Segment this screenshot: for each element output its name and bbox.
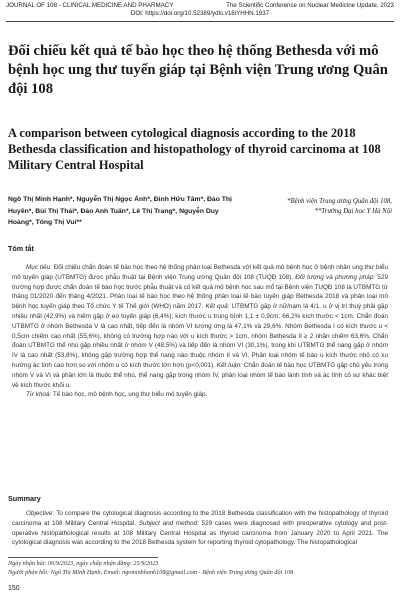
text-muc-tieu: Đối chiếu chẩn đoán tế bào học theo hệ thống phân loại Bethesda với kết quả mô bệnh học ở bệnh nhân ung thư biểu mô tuyến giáp (UTBMTG) được phẫu thuật tại Bệnh viện Trung ương Quân đội 108 (TUQĐ 108). (12, 264, 389, 281)
label-subject: Subject and method: (138, 519, 199, 527)
label-doi-tuong: Đối tượng và phương pháp: (295, 273, 376, 281)
title-english: A comparison between cytological diagnosis according to the 2018 Bethesda classification and histopathology of thyroid carcinoma at 108 Military Central Hospital (8, 126, 381, 172)
summary-paragraph (12, 509, 388, 548)
footnote-rule (8, 557, 158, 558)
author-list: Ngô Thị Minh Hạnh*, Nguyễn Thị Ngọc Ánh*, Đinh Hữu Tâm*, Đào Thị Huyền*, Bùi Thị Thái*, Đào Anh Tuấn*, Lê Thị Trang*, Nguyễn Duy Hoàng*, Tống Thị Vui** (8, 196, 232, 227)
journal-name: JOURNAL OF 108 - CLINICAL MEDICINE AND PHARMACY (6, 2, 174, 9)
abstract-english (12, 509, 388, 548)
page-number: 150 (8, 585, 20, 592)
text-objective: To compare the cytological diagnosis according to the 2018 Bethesda classification with the histopathology of thyroid carcinoma at 108 Military Central Hospital. (12, 510, 388, 527)
footnote-contact: Người phản hồi: Ngô Thị Minh Hạnh, Email: ngominhhanh108@gmail.com - Bệnh viện Trung ương Quân đội 108 (8, 568, 294, 576)
text-subject: 529 cases were diagnosed with preoperative cytology and post-operative histopathological results at 108 Military Central Hospital as thyroid carcinoma from January 2020 to April 2021. The cytological diagnosis was according to the 2018 Bethesda system for reporting thyroid cytopathology. The histopathological (12, 519, 389, 547)
doi-link[interactable]: DOI: https://doi.org/10.52389/ydls.v18iYHHN.1937 (130, 10, 270, 17)
summary-heading: Summary (8, 494, 41, 503)
label-muc-tieu: Mục tiêu: (26, 264, 52, 271)
label-ket-qua: Kết quả: (205, 303, 230, 311)
conference-name: The Scientific Conference on Nuclear Medicine Update, 2023 (226, 2, 394, 9)
text-tu-khoa: Tế bào học, mô bệnh học, ung thư biểu mô tuyến giáp. (52, 391, 208, 399)
label-tu-khoa: Từ khoá: (26, 391, 52, 399)
footnotes (8, 560, 392, 577)
text-ket-luan: Chẩn đoán tế bào học UTBMTG gặp chủ yếu trong nhóm V và VI và phần lớn là thuộc thể nhú, thể nang gặp trong nhóm IV, phân loại nhóm tế bào lành tính và ác tính có sự khác biệt về kích thước khối u. (12, 361, 388, 389)
abstract-vietnamese (12, 263, 388, 400)
abstract-vi-paragraph (12, 263, 388, 390)
abstract-vi-heading: Tóm tắt (8, 244, 34, 253)
keywords-vi (12, 390, 388, 400)
header-rule (6, 21, 394, 22)
label-objective: Objective: (26, 510, 55, 517)
label-ket-luan: Kết luận: (216, 361, 242, 369)
affiliation-1: *Bệnh viện Trung ương Quân đội 108, (287, 198, 392, 205)
running-header (6, 2, 394, 18)
affiliations (242, 197, 392, 216)
title-vietnamese: Đối chiếu kết quả tế bào học theo hệ thống Bethesda với mô bệnh học ung thư tuyến giáp tại Bệnh viện Trung ương Quân đội 108 (8, 43, 388, 97)
footnote-dates: Ngày nhận bài: 06/9/2023, ngày chấp nhận đăng: 25/9/2023 (8, 560, 159, 567)
affiliation-2: **Trường Đại học Y Hà Nội (314, 207, 392, 215)
text-doi-tuong: 529 trường hợp được chẩn đoán tế bào học trước phẫu thuật và có kết quả mô bệnh học sau mổ tại Bệnh viện TUQĐ 108 là UTBMTG từ tháng 01/2020 đến tháng 4/2021. Phân loại tế bào học theo hệ thống phân loại tế bào tuyến giáp Bethesda 2018 và phân loại mô bệnh học tuyến giáp theo Tổ chức Y tế Thế giới (WHO) năm 2017. (12, 273, 389, 311)
text-ket-qua: UTBMTG gặp ở nữ/nam là 4/1, u ở vị trí thuỳ phải gặp nhiều nhất (42,9%) và hiếm gặp ở eo tuyến giáp (6,4%); kích thước u trung bình 1,1 ± 0,9cm; 66,2% kích thước < 1cm. Chẩn đoán UTBMTG ở nhóm Bethesda V là cao nhất, tiếp đến là nhóm VI tương ứng là 47,1% và 29,6%. Nhóm Bethesda I có kích thước u < 0,5cm chiếm cao nhất (55,6%), không có trường hợp nào với u kích thước > 1cm, nhóm Bethesda II ≥ 2 nhân chiếm 63,6%. Chẩn đoán UTBMTG thể nhú gặp nhiều nhất ở nhóm V (48,5%) và tiếp đến là nhóm VI (30,1%), trong khi UTBMTG thể nang gặp ở nhóm IV là cao nhất (53,8%), không gặp trường hợp thể nang nào thuộc nhóm II và VI. Phân loại nhóm tế bào u kích thước nhỏ có xu hướng ác tính cao hơn so với nhóm u có kích thước lớn hơn (p<0,001). (12, 303, 388, 369)
